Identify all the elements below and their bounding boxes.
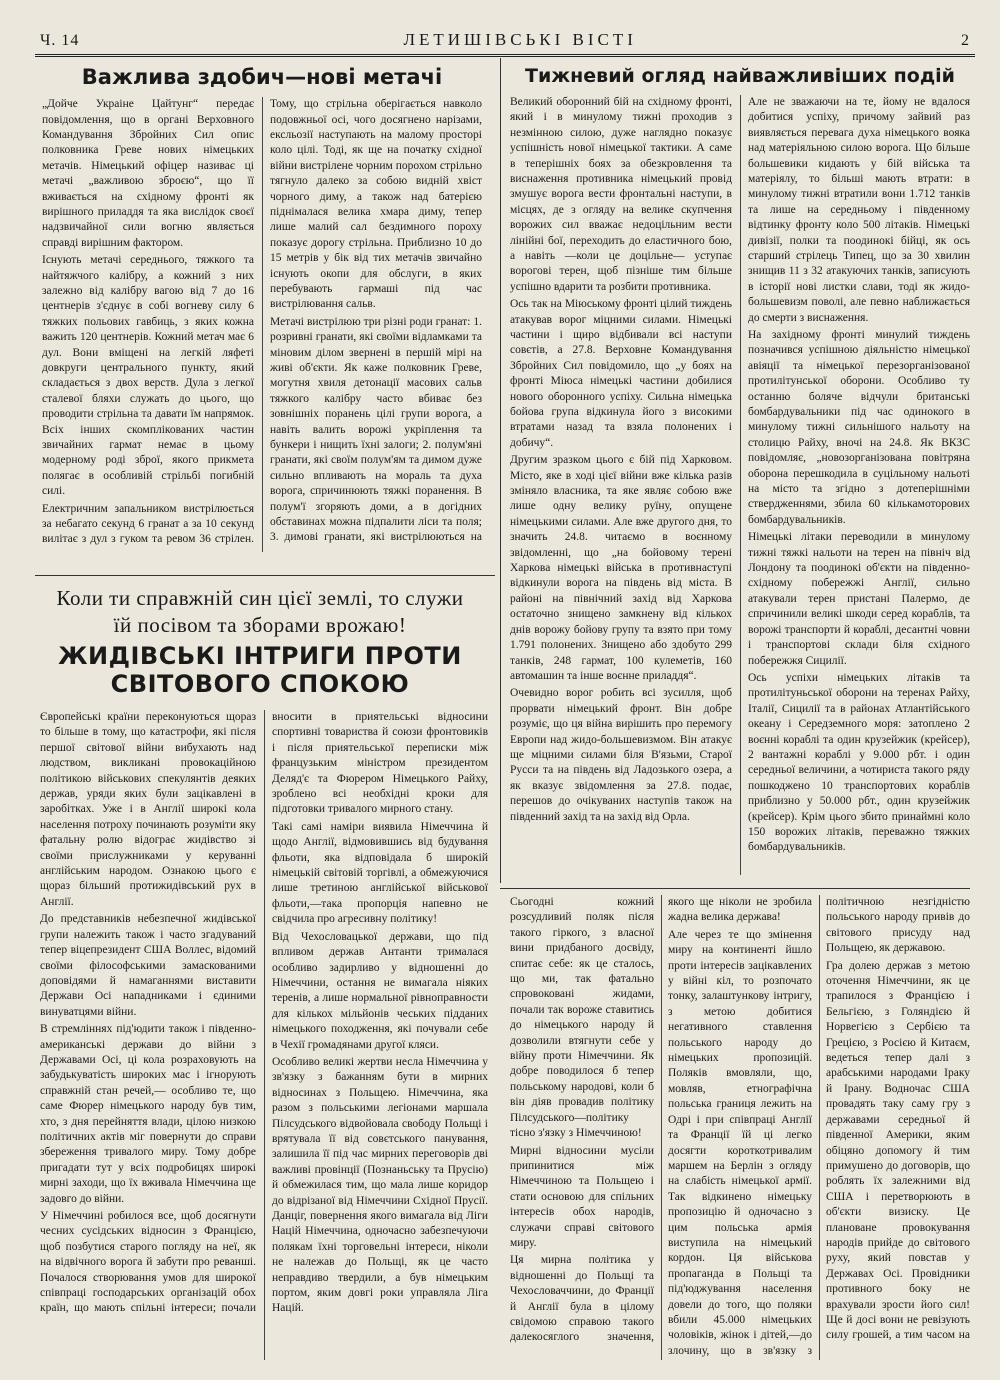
article-weapons-headline: Важлива здобич—нові метачі <box>81 65 443 89</box>
article-review-paragraph: Ось успіхи німецьких літаків та протилітуньської оборони на теренах Райху, Італії, Сицилії та в районах Атлантійського океану і Середземного моря: затоплено 2 воєнні кораблі та один крузейжик (крейсер), 2 вантажні кораблі у 9.000 рбт. і один середньої величини, а чотириста такого ряду пошкоджено 10 транспортових кораблів приблизно у 50.000 рбт., один крузейжик (крейсер). Крім цього збито принаймні коло 150 ворожих літаків, переважно тяжких бомбардувальників. <box>748 671 970 854</box>
page-label: Ч. 14 <box>40 32 80 49</box>
article-intrigues-paragraph: Сьогодні кожний розсудливий поляк після такого гіркого, з власної вини придбаного досвіду, спитає себе: як це сталось, що ми, так фатально спровоковані жидами, почали так вороже ставитись до німецького народу й дозволили втягнути себе у війну проти Німеччини. Як добре поводилося б тепер польському народові, коли б він діяв провадив політику Пілсудського—політику тісно з'язку з Німеччиною! <box>510 896 654 1140</box>
article-intrigues-paragraph: Такі самі наміри виявила Німеччина й щодо Англії, відмовившись від будування фльоти, яка відповідала б широкій німецькій світовій торгівлі, а обмежуючися лише третиною англійської військової фльоти,—така пропорція напевно не свідчила про агресивну політику! <box>272 820 488 926</box>
article-review-paragraph: На західному фронті минулий тиждень позначився успішною діяльністю німецької авіяції та німецької перезорганізованої протилітунської оборони. Особливо ту останню боляче відчули британські бомбардувальники під час одинокого в минулому тижні сильнішого нальоту на столицю Райху, вночі на 24.8. Як ВКЗС повідомляє, „новозорганізована повітряна оборона перешкодила в суцільному нальоті на місто та згідно з дотеперішніми ствердженнями, збила 60 кількамоторових бомбардувальників. <box>748 328 970 526</box>
article-review-paragraph: Ось так на Міюському фронті цілий тиждень атакував ворог міцними силами. Німецькі частини і щиро відбивали всі наступи совєтів, а 27.8. Верховне Командування Збройних Сил повідомило, що „у боях на фронті Міюса німецькі частини добилися нового оборонного успіху. Сильна німецька бойова група відкинула його з високими втратами назад та взяла полонених і добичу“. <box>510 298 732 449</box>
article-intrigues-paragraph: До представників небезпечної жидівської групи належить також і часто згадуваний тепер віцепрезидент США Воллес, відомий своїми філософськими замаскованими доповідями й намаганнями виставити Держави Осі нападниками і єдиними винуватцями війни. <box>40 913 256 1018</box>
article-review-paragraph: Очевидно ворог робить всі зусилля, щоб прорвати німецький фронт. Він добре розуміє, що ця війна вирішить про перемогу Европи над жидо-большевизмом. Він атакує ще міцними силами біля В'язьми, Старої Русси та на південь від Ладозького озера, а як вказує звідомлення за 27.8. подає, перешов до очікуваних наступів також на південний захід та на захід від Орла. <box>510 687 732 823</box>
slogan <box>30 585 490 639</box>
article-intrigues-paragraph: Європейські країни переконуються щораз то більше в тому, що катастрофи, які після першої світової війни вибухають над людством, викликані провокаційною політикою військових спекулянтів деяких держав, уряди яких були зацікавлені в заробітках. Уже і в Англії широкі кола населення потроху починають розуміти яку фатальну ролю відограє жидівство зі своїми прислужниками у керуванні англійським народом. Ознакою цього є щораз більший протижидівський рух в Англії. <box>40 711 256 908</box>
article-review-paragraph: Але не зважаючи на те, йому не вдалося добитися успіху, причому зайвий раз виявляється перевага духа німецького вояка над матеріяльною силою ворога. Що більше большевики кидають у бій війська та матеріялу, то більші мають втрати: в минулому тижні втратили вони 1.712 танків та лише на середньому і південному відтинку фронту коло 500 літаків. Німецькі дивізії, полки та поодинокі бійці, як ось старший стрілець Типец, що за 30 хвилин знищив 11 з 32 атакуючих танків, записують в історії нові листки слави, тоді як жидо-большевизм поволі, але певно наближається до смерти з виснаження. <box>748 95 970 324</box>
article-weapons-paragraph: „Дойче Украіне Цайтунг“ передає повідомлення, що в органі Верховного Командування Збройних Сил опис полковника Греве нових німецьких метачів. Німецький офіцер називає ці метачі „важливою зброєю“, що її вживається на східному фронті як вирішного приладдя та яка вислідок своєї надзвичайної сили вогню являється справді вирішним фактором. <box>42 98 254 249</box>
paper-title: ЛЕТИШІВСЬКІ ВІСТІ <box>403 30 637 49</box>
article-intrigues <box>40 710 970 1365</box>
article-review-headline: Тижневий огляд найважливіших подій <box>524 65 955 87</box>
article-weapons-paragraph: Електричним запальником вистрілюється за небагато секунд 6 гранат а за 10 секунд вилітає з дул з гуком та ревом 36 стрілен. Тому, що стрільна оберігається навколо подовжньої осі, чого досягнено нарізами, ексльозії наступають на малому просторі коло цілі. Тоді, як ще на початку східної війни вистрілене чорним порохом стрільно тягнуло далеко за собою видній хвіст чорного диму, а також над батерією піднімалася велика хмара диму, тепер лише малий сал бездимного пороху показує дорогу стрільна. Приблизно 10 до 15 метрів у бік від тих метачів звичайно існують окопи для обслуги, в яких перебувають гармаші під час вистрілювання сальв. <box>42 98 482 546</box>
slogan-line-2: їй посівом та зборами врожаю! <box>113 613 407 637</box>
article-intrigues-paragraph: У Німеччині робилося все, щоб досягнути чесних сусідських відносин з Францією, щоб позбутися старого погляду на неї, як на відвічного ворога й забути про реванші. Почалося створювання умов для широкої співпраці господарських організацій обох країн, що мають спільні інтереси; почали вносити в приятельські відносини спортивні товариства й союзи фронтовиків і після приятельської переписки між французьким міністром президентом Деляд'є та Фюрером Німецького Райху, зроблено всі необхідні кроки для підготовки тривалого мирного стану. <box>40 711 488 1315</box>
page-number: 2 <box>961 32 970 49</box>
article-review-paragraph: Другим зразком цього є бій під Харковом. Місто, яке в ході цієї війни вже кілька разів зміняло власника, та яке являє собою вже лише одну велику руїну, опущене німецькими силами. Але вже другого дня, то значить 24.8. читаємо в воєнному звідомленні, що „на бойовому терені Харкова німецькі війська в противнаступі відкинули ворога на південь від міста. В районі на північний захід від Харкова остаточно знищено замкнену від кількох днів ворожу бойову групу та взято при тому 1.791 полонених. Знищено або здобуто 299 танків, 248 гармат, 100 кулеметів, 160 автомашин та інше воєнне приладдя“. <box>510 454 732 682</box>
article-intrigues-paragraph: Але через те що змінення миру на континенті йшло проти інтересів зацікавлених у війні кіл, то розпочато тонку, залаштункову інтригу, з метою добитися негативного ставлення польського народу до німецьких пропозицій. Поляків вмовляли, що, мовляв, етнографічна польська границя лежить на Одрі і при співпраці Англії та Франції їй ці легко досягти короткотривалим маршем на Берлін з огляду на слабість німецької армії. Так відкинено німецьку пропозицію й одночасно з цим польська армія виступила на німецький кордон. Ця військова пропаганда в Польщі та під'юджування населення довели до того, що поляки вбили 45.000 німецьких чоловіків, жінок і дітей,—до злочину, що в зв'язку з політичною незгідністю польського народу привів до світового присуду над Польщею, як державою. <box>668 896 970 1357</box>
article-review-paragraph: Великий оборонний бій на східному фронті, який і в минулому тижні проходив з незмінною силою, дуже наглядно показує успішність нової німецької тактики. А саме в теперішніх боях за обезкровлення та виснаження противника німецький провід змушує ворога вести фронтальні наступи, в місцях, де з огляду на велике скупчення ворожих сил вважає недоцільним вести лінійні бої, переходить до еластичного бою, а навіть —коли це доцільне— уступає ворогові терен, щоб пізніше тим більше успішно вдарити та розбити противника. <box>510 95 732 293</box>
article-intrigues-paragraph: Мирні відносини мусіли припинитися між Німеччиною та Польщею і стати основою для спільних інтересів обох народів, служачи справі світового миру. <box>510 1144 654 1249</box>
article-review-paragraph: Німецькі літаки переводили в минулому тижні тяжкі нальоти на терен на північ від Лондону та поодинокі об'єкти на південно-східному побережжі Англії, сильно атакували терен пристані Палермо, де спричинили великі шкоди серед кораблів, та ворожі транспорти й кораблі, десантні човни і транспортові склади біля східного побережжя Сицилії. <box>748 531 970 667</box>
article-intrigues-paragraph: Від Чехословацької держави, що під впливом держав Антанти трималася особливо задирливо у відношенні до Німеччини, остання не вимагала ніяких теренів, а лише нормальної рівноправности для кількох мільйонів чеських підданих німецького походження, які почували себе в Чехії громадянами другої кляси. <box>272 930 488 1051</box>
article-weapons <box>42 60 482 565</box>
article-intrigues-body-left <box>40 710 488 1360</box>
page-header <box>40 22 970 50</box>
article-intrigues-body-right <box>510 895 970 1360</box>
separator-slogan-top <box>35 575 495 576</box>
article-weapons-paragraph: Існують метачі середнього, тяжкого та найтяжчого калібру, а кожний з них залежно від калібру вагою від 7 до 16 центнерів з'єднує в собі вогневу силу 6 тяжких польових гавбиць, з яких кожна важить 120 центнерів. Кожний метач має 6 дул. Вони вміщені на легкій ляфеті довкруги центрального пункту, який складається з двох верств. Дула з легкої сталевої бляхи служать до цього, що проводити стрільна та давати їм напрямок. Всіх інших скомплікованих частин звичайних гармат немає в цьому модерному роді зброї, якого прикмета полягає в особливій стрільбі погибній силі. <box>42 254 254 498</box>
article-intrigues-paragraph: В стремліннях під'юдити також і південно-американські держави до війни з Державами Осі, ці кола розраховують на забудькуватість широких мас і ігнорують справжній стан речей,— особливо те, що саме Фюрер німецького народу був тим, хто, з дня перейняття влади, цілою низкою політичних актів міг повернути до справи збереження тривалого миру. Тому добре пригадати тут у всіх подробицях широкі мирні заходи, що їх вживала Німеччина ще задовго до війни. <box>40 1023 256 1205</box>
article-weapons-paragraph: Метачі вистрілюю три різні роди гранат: 1. розривні гранати, які своїми відламками та міновим ділом звернені в першій мірі на живі об'єкти. Як каже полковник Греве, могутня хвиля детонації масових сальв тяжкого калібру часто вбиває без зовнішніх поранень цілі групи ворога, а навіть валить ворожі укріплення та бункери і нищить їхні залоги; 2. полум'яні гранати, які своїм полум'ям та димом дуже сильно впливають на мораль та духа ворога, спричинюють тяжкі поранення. В полум'ї згоряють доми, а в догідних обставинах можна підпалити ліси та поля; 3. димові гранати, які вистрілюються на <box>270 315 482 544</box>
article-intrigues-paragraph: Особливо великі жертви несла Німеччина у зв'язку з бажанням бути в мирних відносинах з Польщею. Німеччина, яка разом з польськими легіонами маршала Пілсудського відвойовала свободу Польщі і врятувала її від совєтського панування, залишила її під час мирних переговорів дві важливі провінції (Познаньську та Прусію) й обмежилася тим, що мала лише коридор до відрізаної від Німеччини Східної Прусії. Данціг, повернення якого вимагала від Ліги Націй Німеччина, одночасно забезпечуючи полякам їхні торговельні інтереси, ніколи не належав до Польщі, як це часто неправдиво твердили, а був німецьким портом, яким довгі роки управляла Ліга Націй. <box>272 1055 488 1315</box>
slogan-line-1: Коли ти справжній син цієї землі, то служи <box>56 586 464 610</box>
article-intrigues-paragraph: Ця мирна політика у відношенні до Польщі та Чехословаччини, до Франції й Англії була в цілому свідомою справою такого далекосяглого значення, якого ще ніколи не зробила жадна велика держава! <box>510 896 812 1344</box>
article-intrigues-headline: ЖИДІВСЬКІ ІНТРИГИ ПРОТИ СВІТОВОГО СПОКОЮ <box>58 642 462 698</box>
article-intrigues-paragraph: Гра долею держав з метою оточення Німеччини, як це трапилося з Францією і Бельгією, з Голяндією й Норвегією з Сербією та Грецією, з Росією й Китаєм, ведеться тепер далі з арабськими народами Іраку й Ірану. Водночас США провадять таку саму гру з державами середньої й південної Америки, яким обіцяно допомогу й тим примушено до договорів, що роблять їх залежними від США і перетворюють в об'єкти визиску. Це плановане провокування народів прийде до світового руху, який повстав у Державах Осі. Провідники противного боку не врахували зрости його сил! Ще й досі вони не ревізують силу грошей, а тим часом на <box>826 959 970 1342</box>
article-weapons-body <box>42 97 482 552</box>
header-rule <box>35 54 975 57</box>
